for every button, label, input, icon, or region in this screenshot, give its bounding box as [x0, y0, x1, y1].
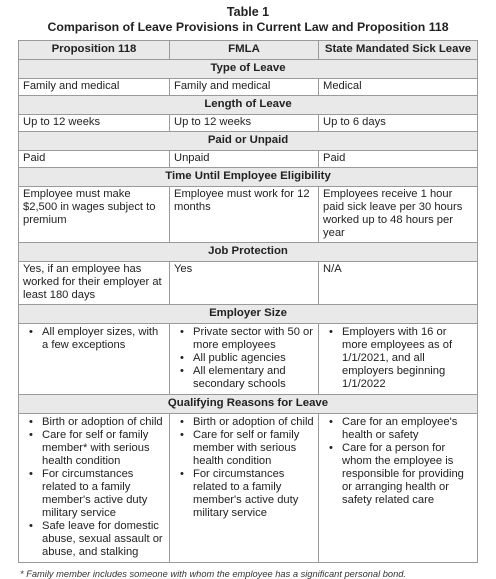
cell-type-prop118: Family and medical: [19, 79, 170, 96]
cell-eligibility-sick: Employees receive 1 hour paid sick leave per 30 hours worked up to 48 hours per year: [319, 187, 478, 243]
header-row: [19, 41, 478, 60]
section-heading-paid: Paid or Unpaid: [19, 132, 478, 151]
section-heading-protection: Job Protection: [19, 243, 478, 262]
table-row: [19, 115, 478, 132]
section-heading-eligibility: Time Until Employee Eligibility: [19, 168, 478, 187]
cell-type-sick: Medical: [319, 79, 478, 96]
list-item: • Care for self or family member* with serious health condition: [40, 429, 165, 468]
cell-type-fmla: Family and medical: [170, 79, 319, 96]
cell-length-fmla: Up to 12 weeks: [170, 115, 319, 132]
section-row-paid: [19, 132, 478, 151]
cell-size-prop118: [19, 324, 170, 395]
section-heading-reasons: Qualifying Reasons for Leave: [19, 395, 478, 414]
cell-reasons-sick: [319, 414, 478, 563]
section-row-reasons: [19, 395, 478, 414]
cell-paid-prop118: Paid: [19, 151, 170, 168]
list-item: • Birth or adoption of child: [191, 416, 314, 429]
title-line-2: Comparison of Leave Provisions in Current Law and Proposition 118: [47, 20, 449, 34]
cell-eligibility-prop118: Employee must make $2,500 in wages subject to premium: [19, 187, 170, 243]
cell-protection-prop118: Yes, if an employee has worked for their employer at least 180 days: [19, 262, 170, 305]
list-item: • For circumstances related to a family member's active duty military service: [40, 468, 165, 520]
list-item: • All elementary and secondary schools: [191, 365, 314, 391]
section-heading-size: Employer Size: [19, 305, 478, 324]
list-item: • Care for a person for whom the employee is responsible for providing or arranging health or safety related care: [340, 442, 473, 507]
list-item: • Care for an employee's health or safety: [340, 416, 473, 442]
list-item: • All public agencies: [191, 352, 314, 365]
cell-length-prop118: Up to 12 weeks: [19, 115, 170, 132]
list-item: • All employer sizes, with a few exceptions: [40, 326, 165, 352]
table-row: [19, 79, 478, 96]
bullet-list: [323, 416, 473, 507]
bullet-list: [23, 416, 165, 559]
cell-size-sick: [319, 324, 478, 395]
table-row: [19, 187, 478, 243]
footnote: * Family member includes someone with whom the employee has a significant personal bond.: [20, 569, 407, 579]
cell-reasons-fmla: [170, 414, 319, 563]
column-header-fmla: FMLA: [170, 41, 319, 60]
list-item: • Employers with 16 or more employees as of 1/1/2021, and all employers beginning 1/1/2022: [340, 326, 473, 391]
list-item: • Care for self or family member with serious health condition: [191, 429, 314, 468]
table-row: [19, 414, 478, 563]
bullet-list: [174, 416, 314, 520]
table-row: [19, 151, 478, 168]
cell-eligibility-fmla: Employee must work for 12 months: [170, 187, 319, 243]
section-row-type: [19, 60, 478, 79]
comparison-table: [18, 40, 478, 563]
cell-length-sick: Up to 6 days: [319, 115, 478, 132]
list-item: • For circumstances related to a family member's active duty military service: [191, 468, 314, 520]
section-row-size: [19, 305, 478, 324]
section-row-length: [19, 96, 478, 115]
cell-protection-fmla: Yes: [170, 262, 319, 305]
section-heading-length: Length of Leave: [19, 96, 478, 115]
table-title: [0, 5, 496, 35]
bullet-list: [174, 326, 314, 391]
list-item: • Birth or adoption of child: [40, 416, 165, 429]
section-row-eligibility: [19, 168, 478, 187]
title-line-1: Table 1: [226, 5, 270, 19]
list-item: • Safe leave for domestic abuse, sexual assault or abuse, and stalking: [40, 520, 165, 559]
table-row: [19, 262, 478, 305]
document-page: [0, 5, 496, 579]
column-header-state-sick-leave: State Mandated Sick Leave: [319, 41, 478, 60]
cell-protection-sick: N/A: [319, 262, 478, 305]
table-row: [19, 324, 478, 395]
cell-paid-fmla: Unpaid: [170, 151, 319, 168]
section-row-protection: [19, 243, 478, 262]
column-header-proposition-118: Proposition 118: [19, 41, 170, 60]
bullet-list: [323, 326, 473, 391]
cell-paid-sick: Paid: [319, 151, 478, 168]
cell-size-fmla: [170, 324, 319, 395]
section-heading-type: Type of Leave: [19, 60, 478, 79]
bullet-list: [23, 326, 165, 352]
cell-reasons-prop118: [19, 414, 170, 563]
list-item: • Private sector with 50 or more employees: [191, 326, 314, 352]
